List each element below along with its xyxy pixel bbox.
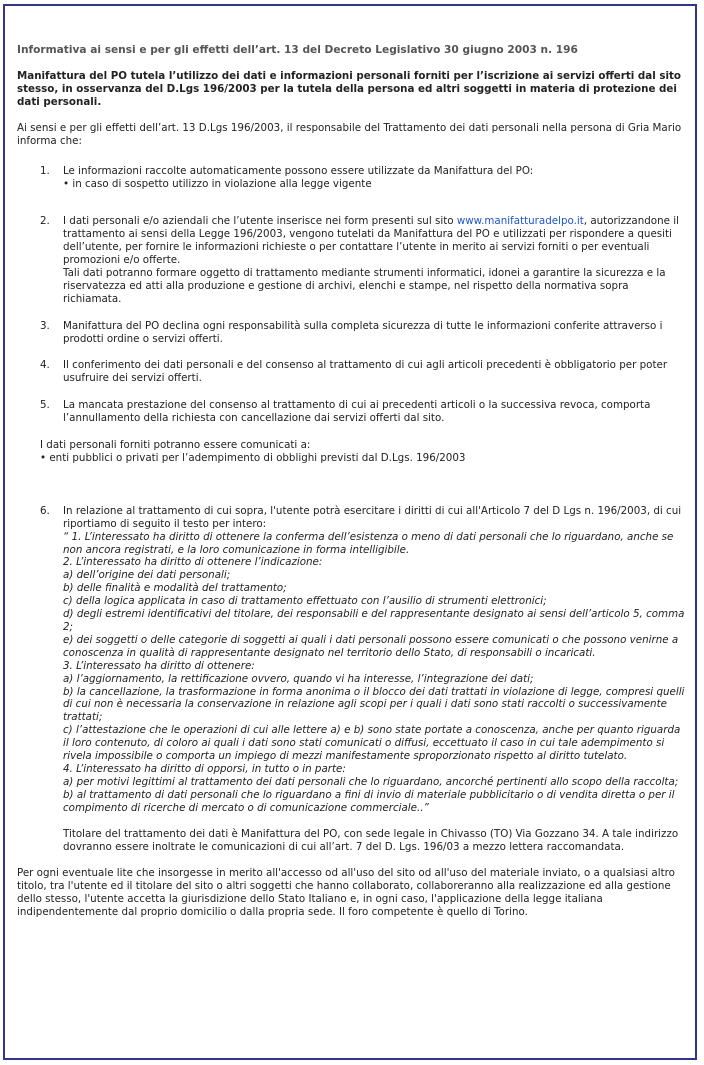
lead-paragraph: Manifattura del PO tutela l’utilizzo dei dati e informazioni personali forniti per l’iscrizione ai servizi offerti dal sito stesso, in osservanza del D.Lgs 196/2003 per la tutela della persona ed altri soggetti in materia di protezione dei dati personali. bbox=[17, 69, 681, 108]
item-text-start: I dati personali e/o aziendali che l’utente inserisce nei form presenti sul sito bbox=[63, 215, 457, 228]
quote-line: d) degli estremi identificativi del titolare, dei responsabili e del rappresentante designato ai sensi dell’articolo 5, comma 2; bbox=[63, 608, 685, 633]
quote-line: b) la cancellazione, la trasformazione in forma anonima o il blocco dei dati trattati in violazione di legge, compresi quelli di cui non è necessaria la conservazione in relazione agli scopi per i quali i dati sono stati raccolti o successivamente trattati; bbox=[63, 685, 685, 724]
quote-line: 3. L’interessato ha diritto di ottenere: bbox=[63, 659, 255, 672]
closing-paragraph: Per ogni eventuale lite che insorgesse in merito all'accesso od all'uso del sito od all'uso del materiale inviato, o a qualsiasi altro titolo, tra l'utente ed il titolare del sito o altri soggetti che hanno collaborato, collaboreranno alla realizzazione ed alla gestione dello stesso, l'utente accetta la giurisdizione dello Stato Italiano e, in ogni caso, l'applicazione della legge italiana indipendentemente dal proprio domicilio o dalla propria sede. Il foro competente è quello di Torino. bbox=[17, 867, 675, 919]
communication-text: I dati personali forniti potranno essere comunicati a: bbox=[40, 439, 311, 452]
list-item-4 bbox=[17, 359, 687, 385]
item-number: 2. bbox=[40, 215, 50, 228]
website-link[interactable]: www.manifatturadelpo.it bbox=[456, 215, 584, 228]
item-bullet: • in caso di sospetto utilizzo in violazione alla legge vigente bbox=[63, 178, 372, 191]
item-text: In relazione al trattamento di cui sopra, l'utente potrà esercitare i diritti di cui all'Articolo 7 del D Lgs n. 196/2003, di cui riportiamo di seguito il testo per intero: bbox=[63, 504, 682, 530]
quote-line: a) dell’origine dei dati personali; bbox=[63, 569, 231, 582]
item-text: La mancata prestazione del consenso al trattamento di cui ai precedenti articoli o la successiva revoca, comporta l’annullamento della richiesta con cancellazione dai servizi offerti dal sito. bbox=[63, 399, 651, 425]
item-text-end: , autorizzandone il trattamento ai sensi della Legge 196/2003, vengono tutelati da Manifattura del PO e utilizzati per rispondere a quesiti dell’utente, per fornire le informazioni richieste o per contattare l’utente in merito ai servizi forniti o per eventuali promozioni e/o offerte. bbox=[63, 215, 679, 266]
quote-line: e) dei soggetti o delle categorie di soggetti ai quali i dati personali possono essere comunicati o che possono venirne a conoscenza in qualità di rappresentante designato nel territorio dello Stato, di responsabili o incaricati. bbox=[63, 633, 679, 659]
quote-line: “ 1. L’interessato ha diritto di ottenere la conferma dell’esistenza o meno di dati personali che lo riguardano, anche se non ancora registrati, e la loro comunicazione in forma intelligibile. bbox=[63, 530, 674, 556]
quote-line: a) per motivi legittimi al trattamento dei dati personali che lo riguardano, ancorché pertinenti allo scopo della raccolta; bbox=[63, 775, 679, 788]
item-number: 6. bbox=[40, 504, 50, 517]
quote-line: 4. L’interessato ha diritto di opporsi, in tutto o in parte: bbox=[63, 762, 346, 775]
item-text-2: Tali dati potranno formare oggetto di trattamento mediante strumenti informatici, idonei a garantire la sicurezza e la riservatezza ed atti alla produzione e gestione di archivi, elenchi e stampe, nel rispetto della normativa sopra richiamata. bbox=[63, 266, 666, 305]
list-item-3 bbox=[17, 320, 687, 346]
list-item-2 bbox=[17, 215, 687, 305]
item-number: 1. bbox=[40, 165, 50, 178]
quote-line: c) l’attestazione che le operazioni di cui alle lettere a) e b) sono state portate a conoscenza, anche per quanto riguarda il loro contenuto, di coloro ai quali i dati sono stati comunicati o diffusi, eccettuato il caso in cui tale adempimento si rivela impossibile o comporta un impiego di mezzi manifestamente sproporzionato rispetto al diritto tutelato. bbox=[63, 724, 681, 763]
privacy-notice bbox=[17, 44, 687, 919]
notice-list-continued bbox=[17, 505, 687, 854]
data-controller-text: Titolare del trattamento dei dati è Manifattura del PO, con sede legale in Chivasso (TO) Via Gozzano 34. A tale indirizzo dovranno essere inoltrate le comunicazioni di cui all’art. 7 del D. Lgs. 196/03 a mezzo lettera raccomandata. bbox=[63, 827, 679, 853]
quote-line: a) l’aggiornamento, la rettificazione ovvero, quando vi ha interesse, l’integrazione dei dati; bbox=[63, 672, 534, 685]
quote-line: b) delle finalità e modalità del trattamento; bbox=[63, 582, 287, 595]
item-number: 4. bbox=[40, 359, 50, 372]
item-text: Le informazioni raccolte automaticamente possono essere utilizzate da Manifattura del PO: bbox=[63, 165, 534, 178]
communication-block bbox=[17, 439, 687, 465]
article-7-quote bbox=[63, 531, 687, 815]
item-number: 5. bbox=[40, 399, 50, 412]
intro-paragraph: Ai sensi e per gli effetti dell’art. 13 D.Lgs 196/2003, il responsabile del Trattamento dei dati personali nella persona di Gria Mario informa che: bbox=[17, 121, 682, 147]
item-number: 3. bbox=[40, 319, 50, 332]
quote-line: c) della logica applicata in caso di trattamento effettuato con l’ausilio di strumenti elettronici; bbox=[63, 595, 547, 608]
item-text: Manifattura del PO declina ogni responsabilità sulla completa sicurezza di tutte le informazioni conferite attraverso i prodotti ordine o servizi offerti. bbox=[63, 319, 663, 345]
quote-line: 2. L’interessato ha diritto di ottenere l’indicazione: bbox=[63, 556, 323, 569]
list-item-6 bbox=[17, 505, 687, 854]
item-text bbox=[63, 215, 687, 267]
notice-heading: Informativa ai sensi e per gli effetti dell’art. 13 del Decreto Legislativo 30 giugno 2003 n. 196 bbox=[17, 44, 578, 56]
communication-bullet: • enti pubblici o privati per l’adempimento di obblighi previsti dal D.Lgs. 196/2003 bbox=[40, 451, 466, 464]
list-item-1 bbox=[17, 165, 687, 191]
quote-line: b) al trattamento di dati personali che lo riguardano a fini di invio di materiale pubblicitario o di vendita diretta o per il compimento di ricerche di mercato o di comunicazione commerciale..” bbox=[63, 788, 675, 814]
item-text: Il conferimento dei dati personali e del consenso al trattamento di cui agli articoli precedenti è obbligatorio per poter usufruire dei servizi offerti. bbox=[63, 359, 668, 385]
list-item-5 bbox=[17, 399, 687, 425]
notice-list bbox=[17, 165, 687, 425]
